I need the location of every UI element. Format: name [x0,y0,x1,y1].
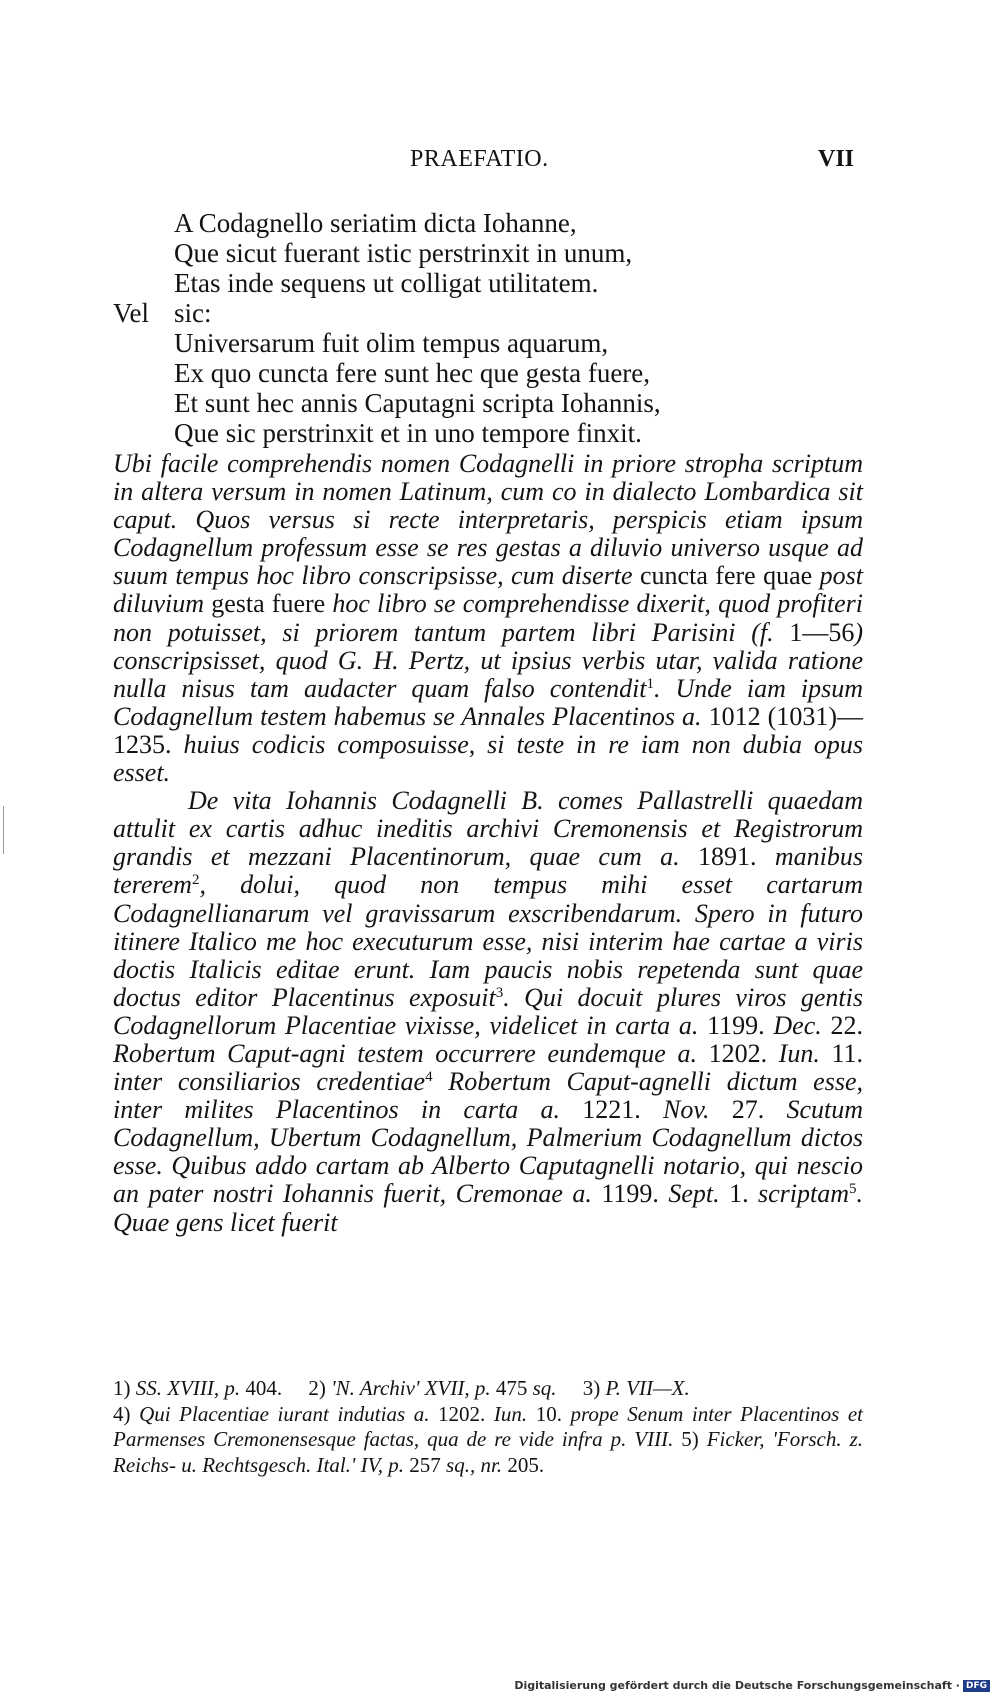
verse-line: A Codagnello seriatim dicta Iohanne, [174,208,577,238]
footnote-ref: 2 [191,872,200,889]
footnote-text: Ficker, 'Forsch. z. Reichs- u. Rechtsgesch. Ital.' IV, p. [113,1427,863,1477]
text-run: . Qui docuit plures viros gentis Codagnellorum Placentiae vixisse, videlicet in carta a. [113,982,863,1040]
digitization-credit [514,1679,990,1692]
footnote-text: prope Senum inter Placentinos et Parmenses Cremonensesque factas, qua de re vide infra p. VIII. [113,1401,863,1451]
text-run: 11. [831,1038,863,1068]
text-run: Robertum Caput-agnelli dictum esse, inter milites Placentinos in carta a. [113,1067,864,1125]
text-run: 1199. [601,1179,659,1209]
text-run: ) conscripsisset, quod G. H. Pertz, ut ipsius verbis utar, valida ratione nulla nisus tam audacter quam falso contendit [113,617,863,703]
text-run: 1. [729,1179,749,1209]
text-run: 22. [830,1010,863,1040]
verse-label-line [113,298,873,328]
footnote-text: P. VII—X. [600,1376,690,1400]
footnote-text: Iun. [485,1401,536,1426]
footnote-line [113,1402,863,1479]
margin-mark [3,806,4,854]
text-run: , dolui, quod non tempus mihi esset cartarum Codagnellianarum vel gravissarum exscribendarum. Spero in futuro itinere Italico me hoc executurum esse, nisi interim hae cartae a viris doctis Italicis editae erunt. Iam paucis nobis repetenda sunt quae doctus editor Placentinus exposuit [113,870,863,1012]
vel-rest: sic: [174,298,212,328]
text-run: inter consiliarios credentiae [113,1067,426,1097]
text-run: scriptam [748,1179,850,1209]
footnote-text: 10. [535,1401,562,1426]
digitization-text: Digitalisierung gefördert durch die Deutsche Forschungsgemeinschaft · [514,1679,960,1692]
footnote-number: 4) [113,1401,131,1426]
page-number: VII [818,146,855,172]
text-run: Robertum Caput-agni testem occurrere eundemque a. [113,1038,709,1068]
verse-line: Ex quo cuncta fere sunt hec que gesta fuere, [174,358,651,388]
text-run: cuncta fere quae [640,561,813,591]
footnote-text: 1202. [438,1401,486,1426]
text-run: Sept. [658,1179,730,1209]
footnote-number: 5) [681,1427,699,1451]
text-run: Ubi facile comprehendis nomen Codagnelli in priore stropha scriptum in altera versum in nomen Latinum, cum co in dialecto Lombardica sit caput. Quos versus si recte interpretaris, perspicis etiam ipsum Codagnellum professum esse se res gestas a diluvio universo usque ad suum tempus hoc libro conscripsisse, cum diserte [113,449,863,591]
footnote-ref: 5 [849,1181,857,1198]
footnote-number: 3) [582,1376,601,1400]
text-run: 27. [731,1095,765,1125]
footnotes [113,1376,863,1478]
vel-label: Vel [113,298,149,328]
footnote-text: 205. [507,1452,545,1477]
paragraph-2 [113,787,863,1237]
footnote-text: SS. XVIII, p. [130,1376,246,1400]
verse-line: Et sunt hec annis Caputagni scripta Iohannis, [174,388,661,418]
text-run: manibus tererem [113,842,863,900]
footnote-text: sq., nr. [440,1452,508,1477]
text-run: post diluvium [113,561,863,619]
footnote-text: 404. [245,1376,283,1400]
text-run: 1221. [582,1095,641,1125]
verse-line: Universarum fuit olim tempus aquarum, [174,328,609,358]
text-run: hoc libro se comprehendisse dixerit, quod profiteri non potuisset, si priorem tantum partem libri Parisini (f. [113,589,863,647]
body-text [113,450,863,1237]
footnote-text: 257 [409,1452,441,1477]
footnote-ref: 3 [495,984,504,1001]
verse-block [113,208,873,448]
text-run: 1—56 [789,617,855,647]
text-run: Nov. [640,1095,732,1125]
text-run: huius codicis composuisse, si teste in re iam non dubia opus esset. [113,729,863,788]
footnote-line [113,1376,863,1402]
footnote-number: 2) [308,1376,326,1400]
text-run: 1199. [707,1010,765,1040]
dfg-logo: DFG [963,1680,990,1692]
footnote-ref: 1 [646,675,655,692]
verse-line: Que sicut fuerant istic perstrinxit in unum, [174,238,633,268]
text-run: 1202. [708,1038,768,1068]
footnote-text: sq. [527,1376,557,1400]
text-run: . Unde iam ipsum Codagnellum testem habemus se Annales Placentinos a. [113,673,863,731]
running-title: PRAEFATIO. [410,146,549,172]
text-run: . Quae gens licet fuerit [113,1179,864,1237]
text-run: De vita Iohannis Codagnelli B. comes Pallastrelli quaedam attulit ex cartis adhuc ineditis archivi Cremonensis et Registrorum grandis et mezzani Placentinorum, quae cum a. [113,786,863,872]
paragraph-1 [113,450,863,787]
footnote-text: 475 [495,1376,528,1400]
footnote-ref: 4 [425,1069,433,1086]
text-run: 1891. [698,842,757,872]
text-run: gesta fuere [211,589,326,619]
text-run: Dec. [764,1010,831,1040]
running-head [0,146,1000,180]
text-run: Scutum Codagnellum, Ubertum Codagnellum, Palmerium Codagnellum dictos esse. Quibus addo cartam ab Alberto Caputagnelli notario, qui nescio an pater nostri Iohannis fuerit, Cremonae a. [113,1095,864,1209]
text-run: 1012 (1031)—1235. [113,701,863,759]
footnote-text: Qui Placentiae iurant indutias a. [130,1401,439,1426]
footnote-text: 'N. Archiv' XVII, p. [325,1376,496,1400]
verse-line: Que sic perstrinxit et in uno tempore finxit. [174,418,642,448]
verse-line: Etas inde sequens ut colligat utilitatem. [174,268,599,298]
footnote-number: 1) [113,1376,131,1400]
text-run: Iun. [767,1038,832,1068]
